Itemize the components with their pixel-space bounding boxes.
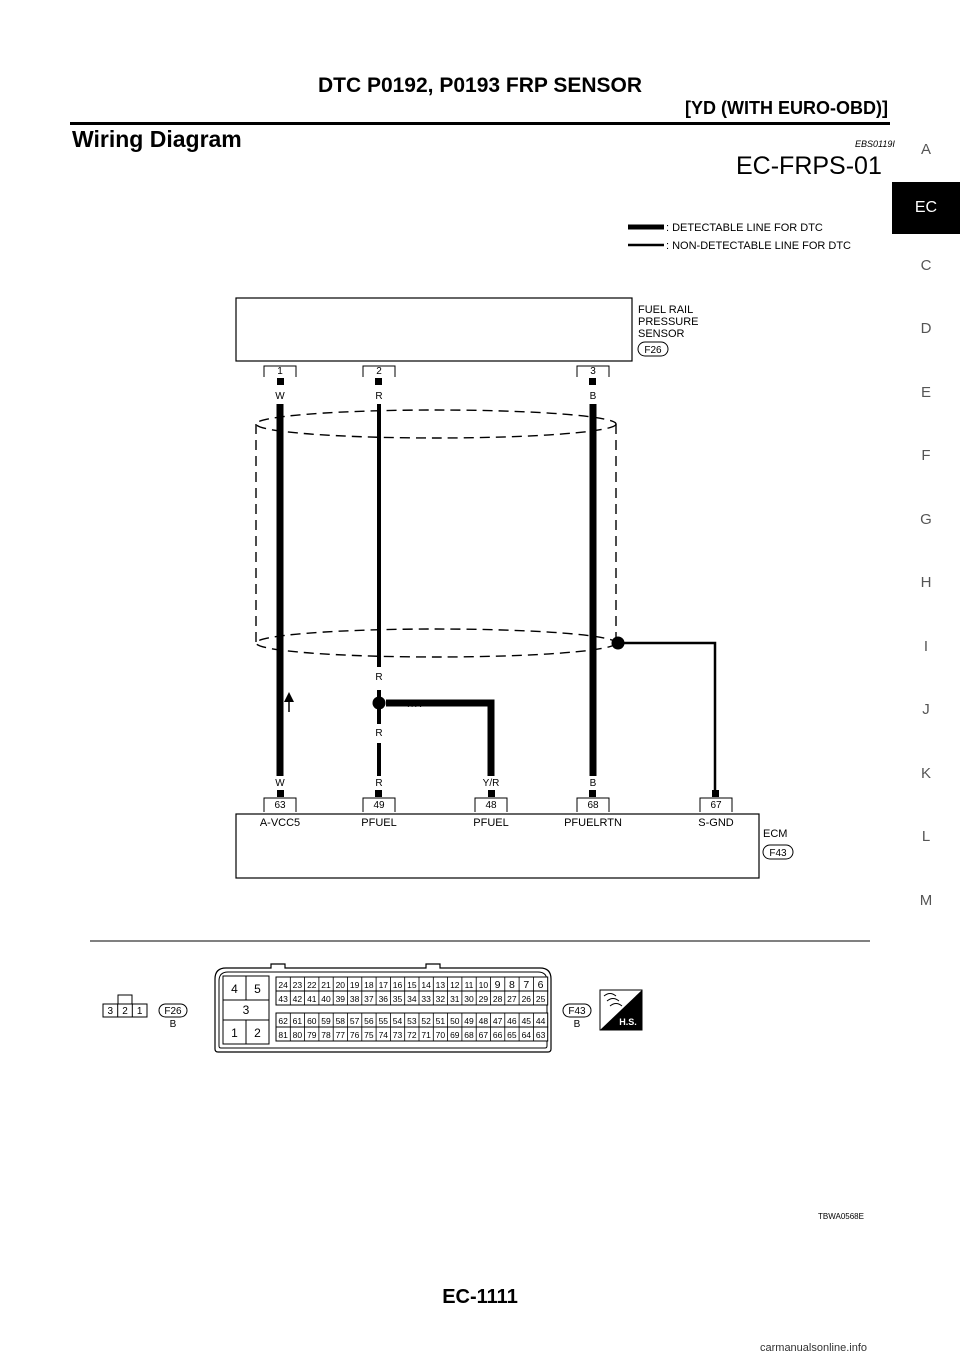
up-arrow-icon [284,692,294,702]
svg-text:63: 63 [274,800,286,811]
f43-pin-18: 18 [364,980,374,990]
ecm-pin-67 [700,798,732,812]
ecm-connector-label: F43 [769,848,787,859]
f43-pin-71: 71 [421,1030,431,1040]
f43-pin-74: 74 [378,1030,389,1040]
wire-yr [386,703,491,776]
f43-pin-58: 58 [335,1016,346,1026]
f43-pin-19: 19 [349,980,360,990]
f43-pin-20: 20 [335,980,346,990]
f43-pin-9: 9 [494,979,501,991]
f43-pin-56: 56 [364,1016,374,1026]
splice-point [373,697,386,710]
ecm-terminal-a-vcc5: A-VCC5 [259,817,301,829]
f43-pin-68: 68 [464,1030,474,1040]
f43-pin-62: 62 [278,1016,288,1026]
sensor-box [236,298,632,361]
page-header-title: DTC P0192, P0193 FRP SENSOR [317,74,643,97]
f43-pin-30: 30 [464,994,474,1004]
wire-color-r-top: R [375,391,383,402]
f43-pin-51: 51 [435,1016,446,1026]
svg-text:3: 3 [242,1003,250,1017]
f43-pin-15: 15 [407,980,417,990]
f43-pin-73: 73 [392,1030,403,1040]
f43-pin-39: 39 [335,994,346,1004]
svg-text:67: 67 [710,800,722,811]
svg-text:4: 4 [231,982,238,996]
f43-pin-66: 66 [492,1030,503,1040]
page-code: EC-1111 [442,1286,518,1308]
figure-id: TBWA0568E [818,1212,864,1221]
wire-shield-ground [618,643,715,794]
f26-connector-view [103,995,187,1030]
legend-non-detectable: : NON-DETECTABLE LINE FOR DTC [666,240,851,252]
f43-pin-76: 76 [349,1030,360,1040]
f43-pin-22: 22 [307,980,317,990]
ecm-pin-49 [363,798,395,812]
sensor-pin-2 [363,366,395,377]
f43-pin-54: 54 [392,1016,403,1026]
splice-color-branch: Y/R [405,699,422,710]
f43-pin-21: 21 [321,980,331,990]
side-index-h[interactable]: H [920,574,932,592]
f43-pin-47: 47 [492,1016,503,1026]
harness-side-badge [600,990,642,1030]
f43-pin-41: 41 [307,994,317,1004]
ecm-name: ECM [763,828,788,840]
f43-pin-25: 25 [535,994,546,1004]
f43-pin-60: 60 [307,1016,317,1026]
f43-pin-42: 42 [292,994,303,1004]
f43-pin-45: 45 [521,1016,532,1026]
f43-pin-49: 49 [464,1016,474,1026]
svg-text:3: 3 [590,366,596,377]
f43-pin-23: 23 [292,980,303,990]
f43-pin-55: 55 [378,1016,389,1026]
shield-drain-point [612,637,625,650]
section-title: Wiring Diagram [72,126,242,152]
side-index-i[interactable]: I [923,637,929,655]
f43-pin-48: 48 [478,1016,489,1026]
f43-pin-77: 77 [335,1030,346,1040]
f26-view-color: B [169,1019,177,1030]
f26-pin-1: 1 [136,1006,143,1017]
side-index-m[interactable]: M [919,891,933,909]
f43-pin-53: 53 [407,1016,417,1026]
f43-pin-40: 40 [321,994,331,1004]
f43-pin-8: 8 [508,979,515,991]
wire-color-w-top: W [275,391,285,402]
f43-pin-52: 52 [421,1016,431,1026]
f43-pin-67: 67 [478,1030,489,1040]
f43-pin-17: 17 [378,980,389,990]
f43-pin-80: 80 [292,1030,303,1040]
f43-pin-14: 14 [421,980,431,990]
f43-pin-59: 59 [321,1016,331,1026]
sensor-connector-label: F26 [644,345,662,356]
f43-pin-24: 24 [278,980,288,990]
svg-text:2: 2 [376,366,382,377]
f43-pin-44: 44 [535,1016,546,1026]
f43-pin-26: 26 [521,994,532,1004]
f43-pin-72: 72 [407,1030,417,1040]
f43-pin-50: 50 [450,1016,460,1026]
ecm-pin-63 [264,798,296,812]
splice-color-below: R [375,728,383,739]
f43-pin-28: 28 [492,994,503,1004]
f43-pin-27: 27 [507,994,517,1004]
svg-text:2: 2 [254,1026,261,1040]
f43-pin-69: 69 [450,1030,460,1040]
sensor-pin-1 [264,366,296,377]
svg-text:49: 49 [373,800,385,811]
side-index-k[interactable]: K [920,764,931,782]
f43-pin-36: 36 [378,994,389,1004]
f43-pin-63: 63 [535,1030,546,1040]
f43-pin-70: 70 [435,1030,446,1040]
wire-color-w-bottom: W [275,778,285,789]
sensor-name-line3: SENSOR [638,328,685,340]
side-index-d[interactable]: D [920,320,932,338]
f43-pin-37: 37 [364,994,374,1004]
harness-hand-icon [604,994,622,1007]
f43-pin-6: 6 [537,979,544,991]
f43-pin-46: 46 [507,1016,517,1026]
side-index-c[interactable]: C [920,256,932,274]
wire-color-b-top: B [589,391,597,402]
f26-view-label: F26 [164,1006,182,1017]
svg-text:68: 68 [587,800,599,811]
side-index-j[interactable]: J [922,701,930,719]
f43-pin-32: 32 [435,994,446,1004]
f26-pin-2: 2 [122,1006,128,1017]
f43-view-label: F43 [568,1006,586,1017]
sensor-pin-3 [577,366,609,377]
f43-pin-11: 11 [464,980,474,990]
ecm-terminal-pfuel-48: PFUEL [473,817,509,829]
side-index-l[interactable]: L [921,828,931,846]
f43-view-color: B [573,1019,581,1030]
watermark: carmanualsonline.info [760,1342,868,1354]
f43-pin-64: 64 [521,1030,532,1040]
ecm-pin-48 [475,798,507,812]
side-index-ec[interactable]: EC [892,182,960,234]
f43-pin-81: 81 [278,1030,288,1040]
f26-pin-3: 3 [107,1006,114,1017]
side-index-g[interactable]: G [920,510,932,528]
wire-color-yr-bottom: Y/R [482,778,500,789]
sensor-name-line2: PRESSURE [638,316,699,328]
section-code: EBS0119I [855,139,895,149]
f43-pin-7: 7 [523,979,530,991]
ecm-terminal-s-gnd: S-GND [698,817,734,829]
ecm-terminal-pfuelrtn: PFUELRTN [564,817,622,829]
f43-pin-78: 78 [321,1030,331,1040]
f43-pin-61: 61 [292,1016,303,1026]
wire-color-r-bottom: R [375,778,383,789]
wire-color-b-bottom: B [589,778,597,789]
f43-pin-38: 38 [349,994,360,1004]
f43-pin-12: 12 [450,980,460,990]
side-index-f[interactable]: F [921,447,931,465]
svg-text:1: 1 [277,366,283,377]
f43-pin-29: 29 [478,994,489,1004]
f43-pin-43: 43 [278,994,288,1004]
f43-pin-10: 10 [478,980,489,990]
f43-connector-view [215,964,591,1052]
f43-pin-13: 13 [435,980,446,990]
svg-text:5: 5 [254,982,261,996]
side-index-e[interactable]: E [920,383,931,401]
f43-pin-79: 79 [307,1030,317,1040]
sensor-name-line1: FUEL RAIL [638,304,694,316]
ecm-terminal-pfuel-49: PFUEL [361,817,397,829]
f43-pin-33: 33 [421,994,431,1004]
f43-pin-16: 16 [392,980,403,990]
svg-text:1: 1 [231,1026,238,1040]
svg-text:H.S.: H.S. [619,1017,637,1027]
ecm-pin-68 [577,798,609,812]
f43-pin-75: 75 [364,1030,374,1040]
legend-detectable: : DETECTABLE LINE FOR DTC [666,222,823,234]
wire-shield [256,410,616,657]
side-index-a[interactable]: A [920,141,931,159]
splice-color-above: R [375,672,383,683]
f43-pin-57: 57 [349,1016,360,1026]
f43-pin-35: 35 [392,994,403,1004]
f43-pin-34: 34 [407,994,417,1004]
page-header-subtitle: [YD (WITH EURO-OBD)] [685,98,888,118]
f43-pin-31: 31 [450,994,460,1004]
svg-text:48: 48 [485,800,497,811]
f43-pin-65: 65 [507,1030,517,1040]
diagram-id: EC-FRPS-01 [736,152,882,180]
